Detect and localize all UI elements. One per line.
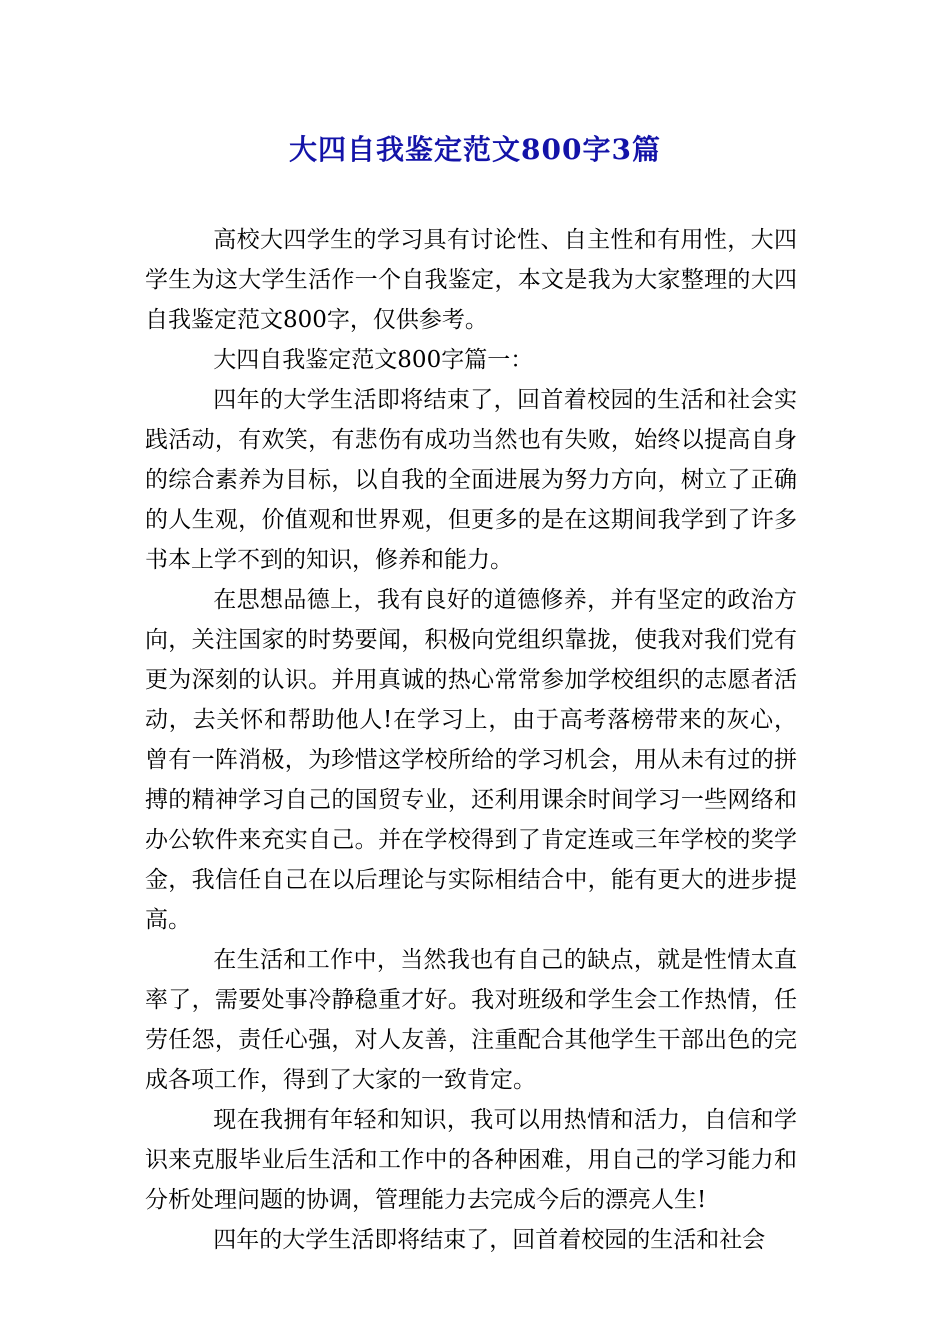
- document-body: [145, 220, 797, 1260]
- body-paragraph: 现在我拥有年轻和知识，我可以用热情和活力，自信和学识来克服毕业后生活和工作中的各种困难，用自己的学习能力和分析处理问题的协调，管理能力去完成今后的漂亮人生!: [145, 1107, 797, 1213]
- section-heading: 大四自我鉴定范文800字篇一：: [213, 347, 534, 373]
- body-paragraph: 在生活和工作中，当然我也有自己的缺点，就是性情太直率了，需要处事冷静稳重才好。我对班级和学生会工作热情，任劳任怨，责任心强，对人友善，注重配合其他学生干部出色的完成各项工作，得到了大家的一致肯定。: [145, 947, 797, 1093]
- document-title: 大四自我鉴定范文800字3篇: [289, 133, 661, 166]
- body-paragraph: 在思想品德上，我有良好的道德修养，并有坚定的政治方向，关注国家的时势要闻，积极向党组织靠拢，使我对我们党有更为深刻的认识。并用真诚的热心常常参加学校组织的志愿者活动，去关怀和帮助他人!在学习上，由于高考落榜带来的灰心，曾有一阵消极，为珍惜这学校所给的学习机会，用从未有过的拼搏的精神学习自己的国贸专业，还利用课余时间学习一些网络和办公软件来充实自己。并在学校得到了肯定连或三年学校的奖学金，我信任自己在以后理论与实际相结合中，能有更大的进步提高。: [145, 587, 797, 933]
- intro-paragraph: 高校大四学生的学习具有讨论性、自主性和有用性，大四学生为这大学生活作一个自我鉴定，本文是我为大家整理的大四自我鉴定范文800字，仅供参考。: [145, 227, 797, 333]
- body-paragraph: 四年的大学生活即将结束了，回首着校园的生活和社会: [213, 1227, 766, 1253]
- body-paragraph: 四年的大学生活即将结束了，回首着校园的生活和社会实践活动，有欢笑，有悲伤有成功当然也有失败，始终以提高自身的综合素养为目标，以自我的全面进展为努力方向，树立了正确的人生观，价值观和世界观，但更多的是在这期间我学到了许多书本上学不到的知识，修养和能力。: [145, 387, 797, 573]
